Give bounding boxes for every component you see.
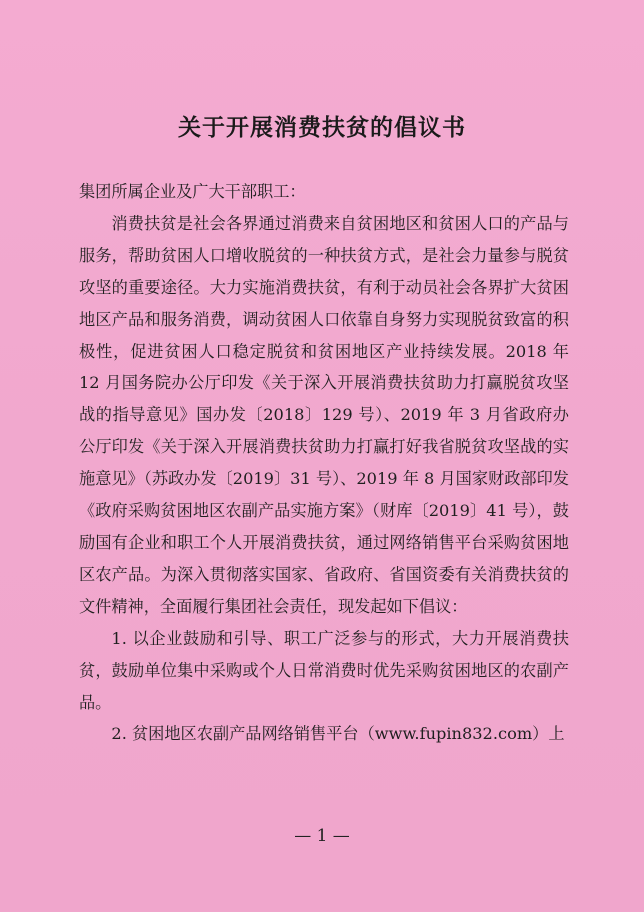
page-number: — 1 —	[294, 826, 350, 846]
paragraph-proposal-2: 2. 贫困地区农副产品网络销售平台（www.fupin832.com）上	[111, 724, 565, 744]
document-body	[79, 176, 569, 750]
salutation: 集团所属企业及广大干部职工：	[79, 182, 306, 201]
document-title: 关于开展消费扶贫的倡议书	[178, 114, 466, 141]
paragraph-intro: 消费扶贫是社会各界通过消费来自贫困地区和贫困人口的产品与服务，帮助贫困人口增收脱贫的一种扶贫方式，是社会力量参与脱贫攻坚的重要途径。大力实施消费扶贫，有利于动员社会各界扩大贫困地区产品和服务消费，调动贫困人口依靠自身努力实现脱贫致富的积极性，促进贫困人口稳定脱贫和贫困地区产业持续发展。2018 年 12 月国务院办公厅印发《关于深入开展消费扶贫助力打赢脱贫攻坚战的指导意见》国办发〔2018〕129 号）、2019 年 3 月省政府办公厅印发《关于深入开展消费扶贫助力打赢打好我省脱贫攻坚战的实施意见》（苏政办发〔2019〕31 号）、2019 年 8 月国家财政部印发《政府采购贫困地区农副产品实施方案》（财库〔2019〕41 号），鼓励国有企业和职工个人开展消费扶贫，通过网络销售平台采购贫困地区农产品。为深入贯彻落实国家、省政府、省国资委有关消费扶贫的文件精神，全面履行集团社会责任，现发起如下倡议：	[79, 213, 569, 616]
paragraph-proposal-1: 1. 以企业鼓励和引导、职工广泛参与的形式，大力开展消费扶贫，鼓励单位集中采购或个人日常消费时优先采购贫困地区的农副产品。	[79, 628, 569, 712]
